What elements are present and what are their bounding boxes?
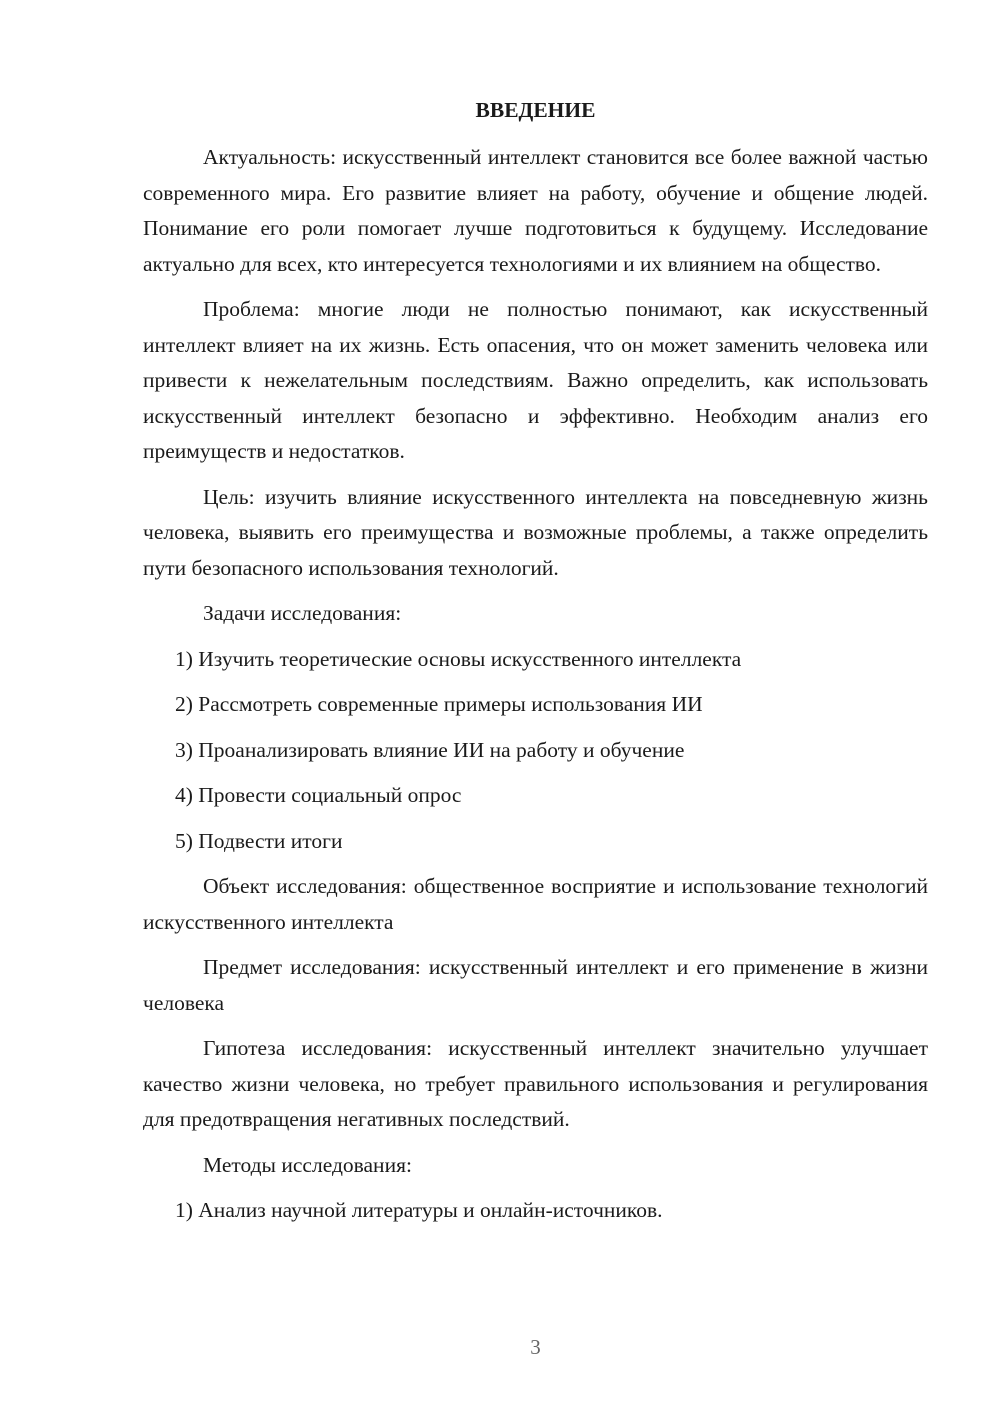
- section-title: ВВЕДЕНИЕ: [475, 98, 596, 122]
- problem-paragraph: Проблема: многие люди не полностью понимают, как искусственный интеллект влияет на их жизнь. Есть опасения, что он может заменить человека или привести к нежелательным последствиям. Важно определить, как использовать искусственный интеллект безопасно и эффективно. Необходим анализ его преимуществ и недостатков.: [143, 297, 928, 463]
- task-item: 5) Подвести итоги: [175, 828, 343, 853]
- hypothesis-paragraph: Гипотеза исследования: искусственный интеллект значительно улучшает качество жизни человека, но требует правильного использования и регулирования для предотвращения негативных последствий.: [143, 1036, 928, 1131]
- task-item: 2) Рассмотреть современные примеры использования ИИ: [175, 692, 703, 716]
- relevance-paragraph: Актуальность: искусственный интеллект становится все более важной частью современного мира. Его развитие влияет на работу, обучение и общение людей. Понимание его роли помогает лучше подготовиться к будущему. Исследование актуально для всех, кто интересуется технологиями и их влиянием на общество.: [143, 145, 928, 276]
- page-number: 3: [530, 1335, 541, 1359]
- tasks-heading: Задачи исследования:: [203, 601, 402, 625]
- object-paragraph: Объект исследования: общественное восприятие и использование технологий искусственного интеллекта: [143, 874, 928, 934]
- methods-list: [143, 1193, 928, 1229]
- task-item: 1) Изучить теоретические основы искусственного интеллекта: [175, 646, 742, 671]
- tasks-list: [143, 642, 928, 860]
- task-item: 3) Проанализировать влияние ИИ на работу и обучение: [175, 737, 685, 762]
- method-item: 1) Анализ научной литературы и онлайн-источников.: [175, 1198, 663, 1222]
- methods-heading: Методы исследования:: [203, 1152, 412, 1177]
- goal-paragraph: Цель: изучить влияние искусственного интеллекта на повседневную жизнь человека, выявить его преимущества и возможные проблемы, а также определить пути безопасного использования технологий.: [143, 484, 928, 580]
- document-page: [143, 92, 928, 1239]
- task-item: 4) Провести социальный опрос: [175, 783, 462, 807]
- subject-paragraph: Предмет исследования: искусственный интеллект и его применение в жизни человека: [143, 955, 928, 1015]
